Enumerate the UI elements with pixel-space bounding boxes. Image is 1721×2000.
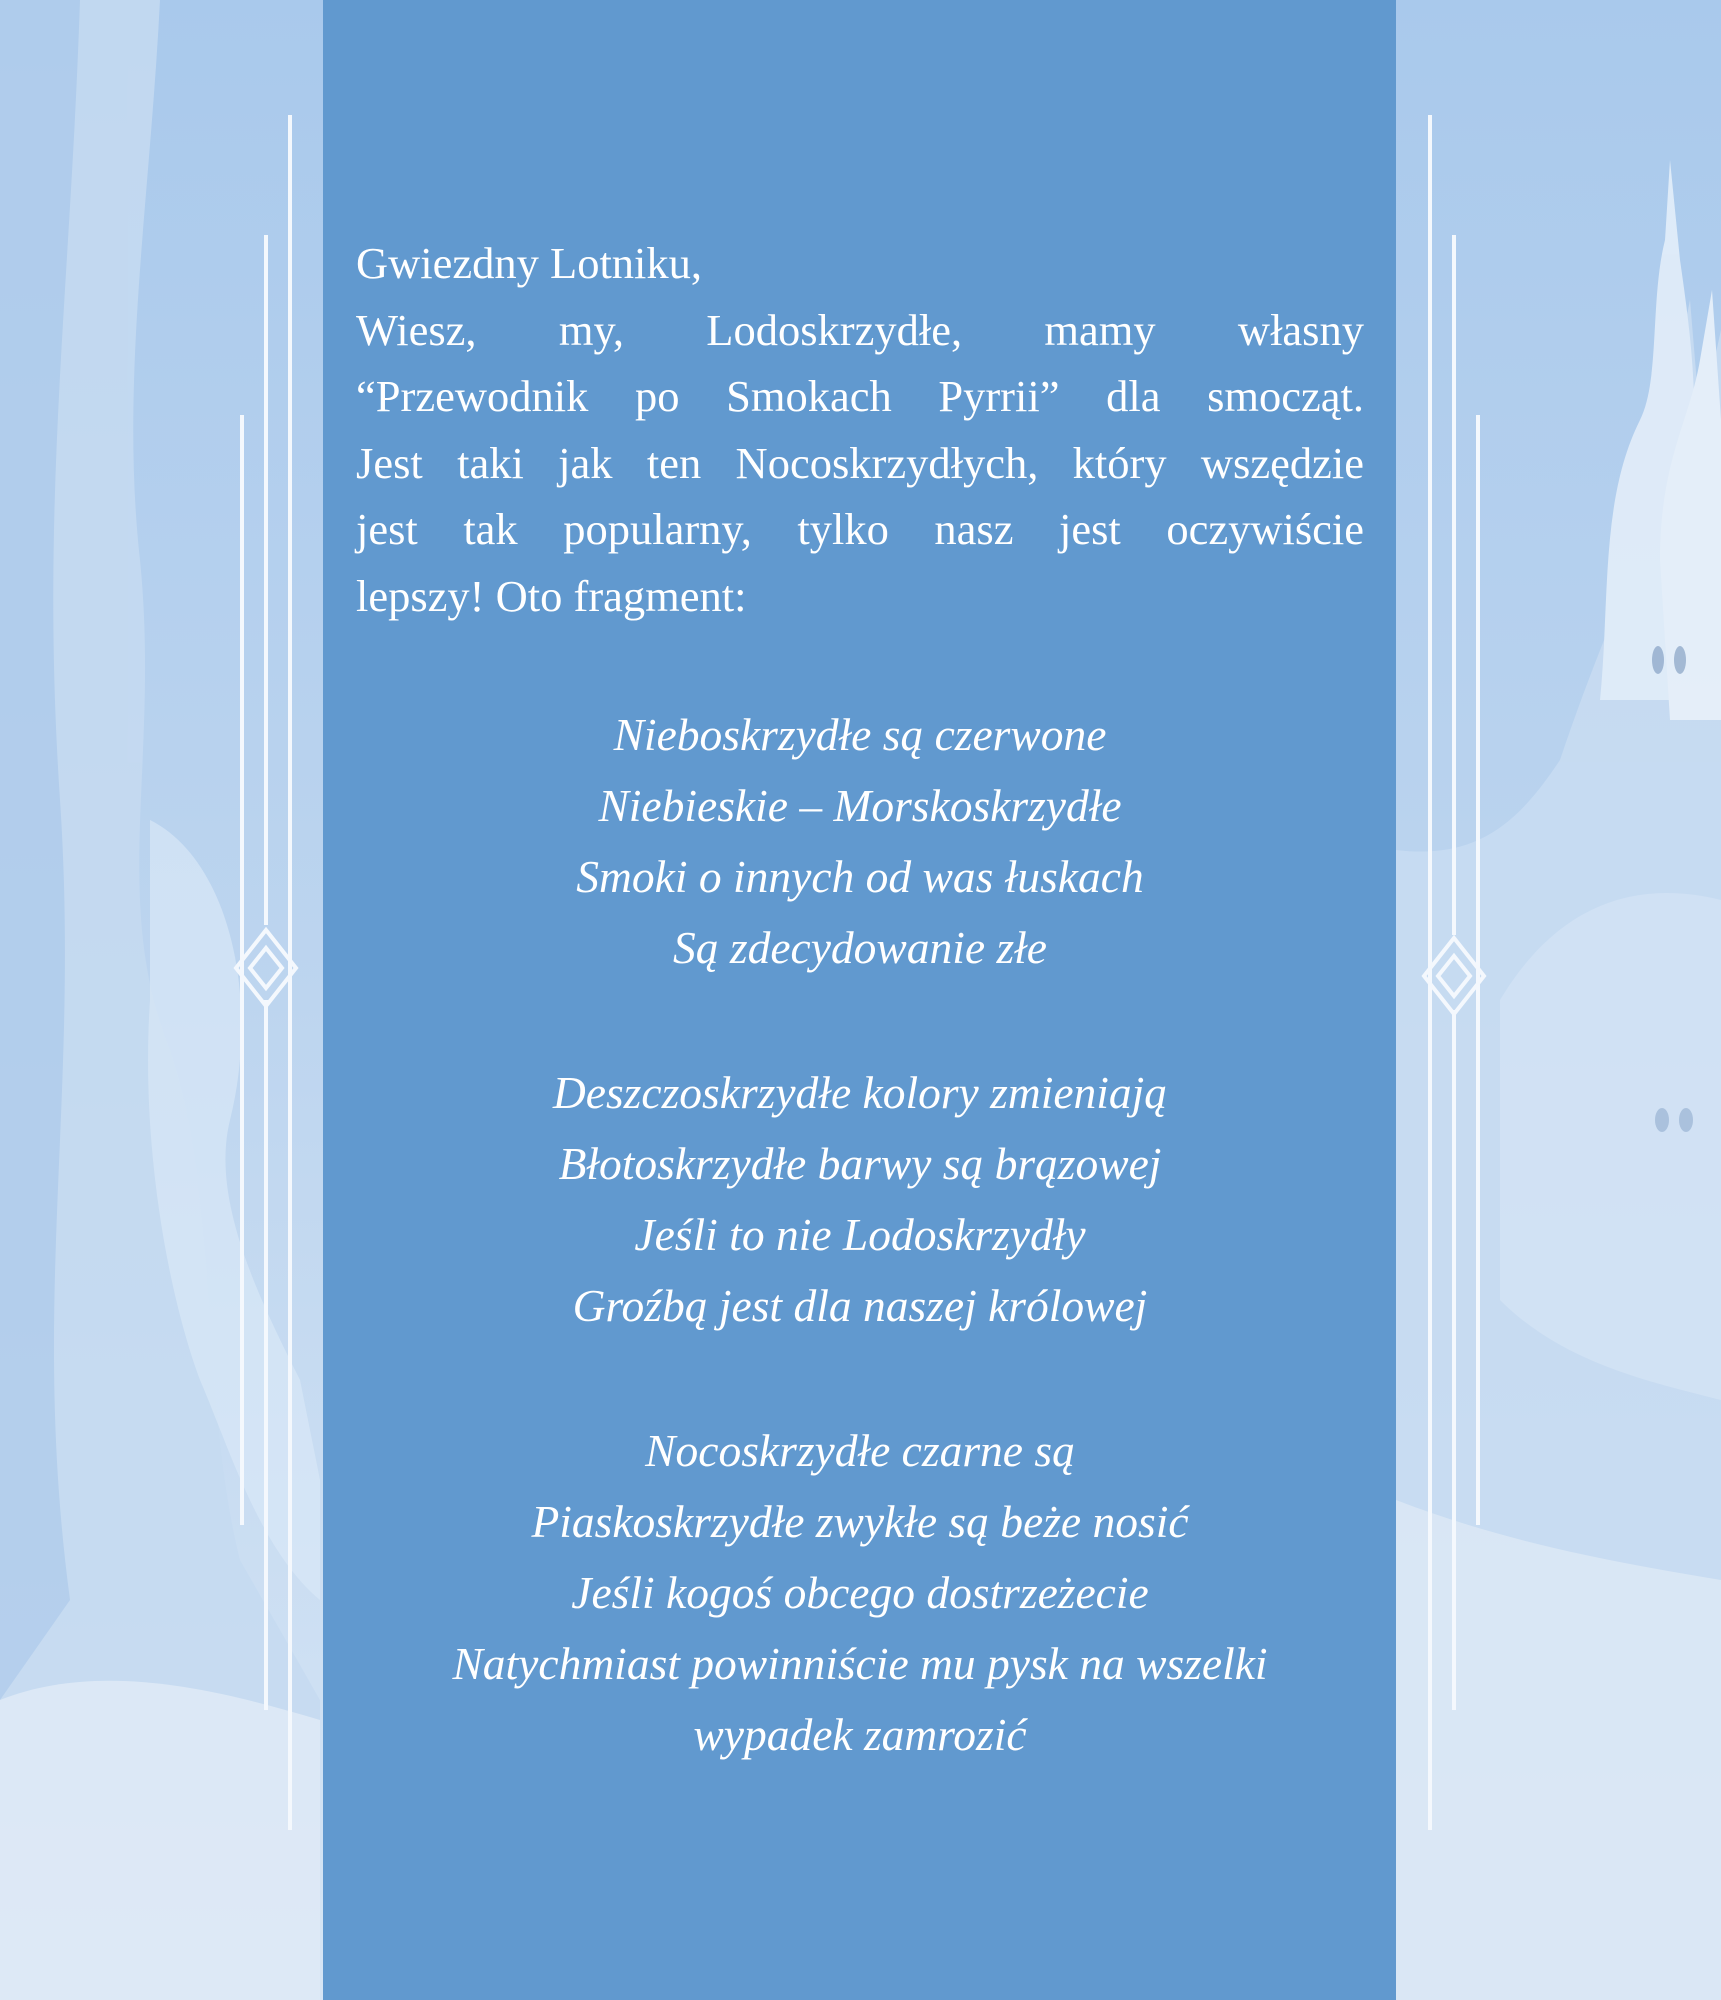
intro-line: Wiesz, my, Lodoskrzydłe, mamy własny xyxy=(356,304,1364,355)
poem-stanza xyxy=(356,699,1364,983)
poem-line: Groźbą jest dla naszej królowej xyxy=(572,1280,1148,1331)
poem-line: Są zdecydowanie złe xyxy=(672,922,1048,973)
letter-content xyxy=(356,230,1364,1844)
poem-line: Jeśli kogoś obcego dostrzeżecie xyxy=(571,1567,1149,1618)
intro-line: “Przewodnik po Smokach Pyrrii” dla smocząt. xyxy=(356,371,1364,421)
letter-intro xyxy=(356,230,1364,629)
intro-line: jest tak popularny, tylko nasz jest oczywiście xyxy=(356,504,1364,554)
poem-line: Natychmiast powinniście mu pysk na wszelki xyxy=(452,1638,1268,1689)
poem-stanza xyxy=(356,1057,1364,1341)
poem xyxy=(356,699,1364,1770)
right-ornament xyxy=(1420,0,1490,2000)
poem-line: Nieboskrzydłe są czerwone xyxy=(613,709,1107,760)
poem-line: Smoki o innych od was łuskach xyxy=(576,851,1144,902)
intro-line: Jest taki jak ten Nocoskrzydłych, który wszędzie xyxy=(356,437,1364,488)
poem-line: Niebieskie – Morskoskrzydłe xyxy=(598,780,1122,831)
poem-line: Błotoskrzydłe barwy są brązowej xyxy=(558,1138,1162,1189)
poem-line: Nocoskrzydłe czarne są xyxy=(645,1425,1075,1476)
left-ornament xyxy=(230,0,300,2000)
intro-line: lepszy! Oto fragment: xyxy=(356,570,747,621)
poem-line: wypadek zamrozić xyxy=(693,1709,1027,1760)
poem-line: Jeśli to nie Lodoskrzydły xyxy=(634,1209,1086,1260)
poem-line: Deszczoskrzydłe kolory zmieniają xyxy=(552,1067,1168,1118)
poem-line: Piaskoskrzydłe zwykłe są beże nosić xyxy=(531,1496,1189,1547)
poem-stanza xyxy=(356,1415,1364,1770)
greeting: Gwiezdny Lotniku, xyxy=(356,238,703,288)
